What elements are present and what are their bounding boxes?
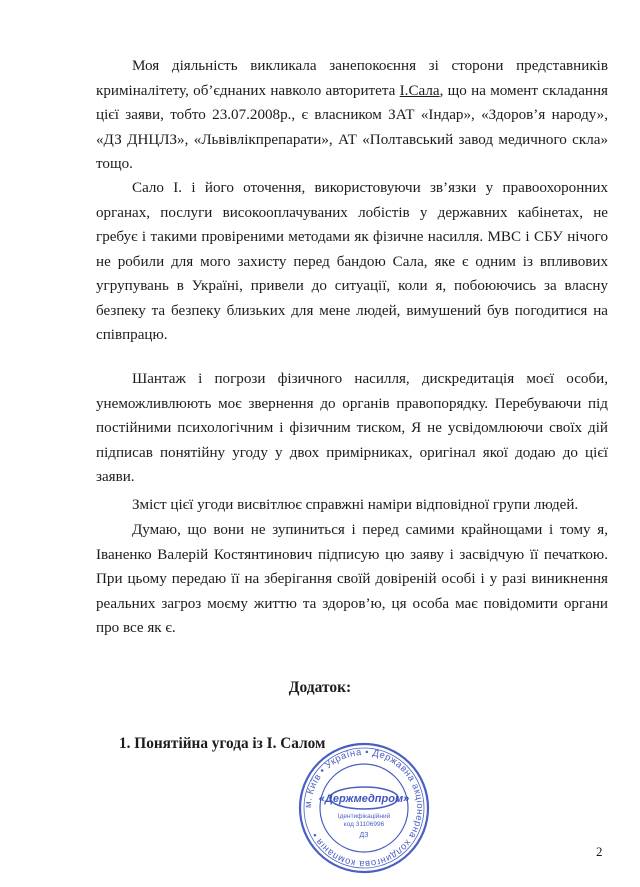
appendix-item: 1. Понятійна угода із І. Салом [119,735,326,752]
paragraph-1 [96,54,608,177]
company-seal-stamp [296,740,432,876]
paragraph-4: Зміст цієї угоди висвітлює справжні наміри відповідної групи людей. [132,497,579,513]
paragraph-5: Думаю, що вони не зупиниться і перед самими крайнощами і тому я, Іваненко Валерій Костянтинович підписую цю заяву і засвідчую її печаткою. При цьому передаю її на зберігання своїй довіреній особі і у разі виникнення реальних загроз моєму життю та здоров’ю, ця особа має повідомити органи про все як є. [96,522,608,636]
paragraph-2: Сало І. і його оточення, використовуючи зв’язки у правоохоронних органах, послуги високооплачуваних лобістів у державних кабінетах, не гребує і такими провіреними методами як фізичне насилля. МВС і СБУ нічого не робили для мого захисту перед бандою Сала, яке є одним із впливових угрупувань в Україні, привели до ситуації, коли я, побоюючись за власну безпеку та безпеку близьких для мене людей, вимушений був погодитися на співпрацю. [96,180,608,343]
underlined-name: І.Сала [399,82,440,99]
stamp-line-3: ДЗ [359,832,369,839]
paragraph-1-text-start: Моя діяльність викликала занепокоєння зі сторони представників криміналітету, об’єднаних навколо авторитета [96,58,608,99]
stamp-name: «Держмедпром» [318,793,410,805]
stamp-line-2: код 31106996 [343,821,385,828]
page-number: 2 [596,844,603,859]
paragraph-1-text-end: , що на момент складання цієї заяви, тобто 23.07.2008р., є власником ЗАТ «Індар», «Здоров’я народу», «ДЗ ДНЦЛЗ», «Львівлікпрепарати», АТ «Полтавський завод медичного скла» тощо. [96,82,608,172]
stamp-outer-text: м. Київ • Україна • Державна акціонерна холдингова компанія • [302,746,426,870]
paragraph-3: Шантаж і погрози фізичного насилля, дискредитація моєї особи, унеможливлюють моє звернення до органів правопорядку. Перебуваючи під постійними психологічним і фізичним тиском, Я не усвідомлюючи своїх дій підписав понятійну угоду у двох примірниках, оригінал якої додаю до цієї заяви. [96,371,608,485]
stamp-line-1: Ідентифікаційний [337,813,391,820]
svg-text:м. Київ • Україна • Державна а [303,747,425,869]
appendix-heading: Додаток: [288,679,352,696]
